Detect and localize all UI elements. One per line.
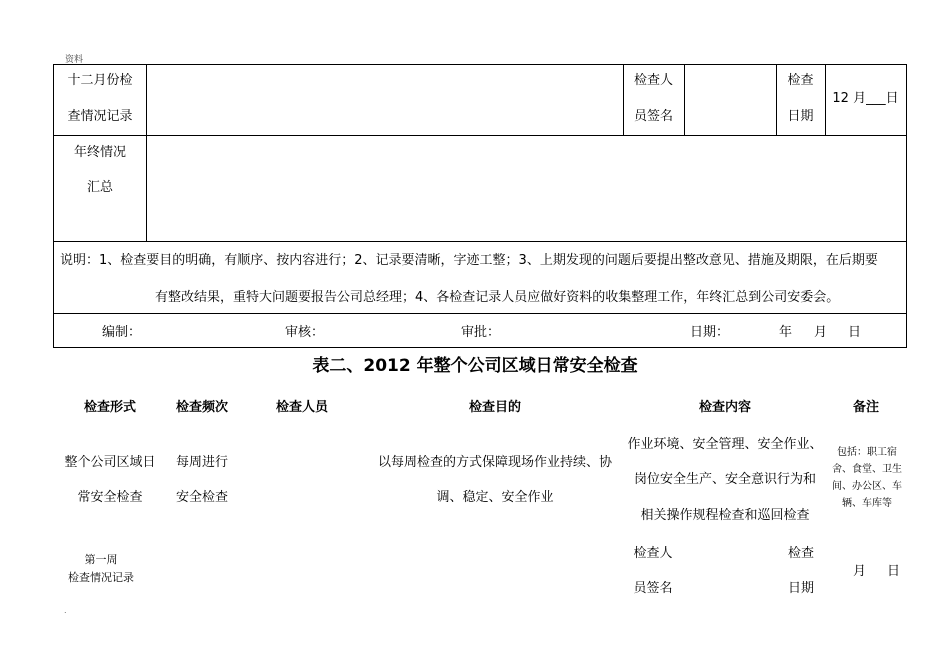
- inspection-record-table: [53, 64, 907, 348]
- week-inspector-label-2: 员签名: [633, 581, 673, 596]
- inspection-purpose-line-1: 以每周检查的方式保障现场作业持续、协: [377, 455, 612, 470]
- remarks-line-4: 辆、车库等: [842, 498, 892, 509]
- date-label: 日期：: [690, 325, 730, 340]
- table-row-divider: [54, 313, 906, 314]
- table2-title: 表二、2012 年整个公司区域日常安全检查: [312, 356, 638, 376]
- date-year-label: 年: [779, 325, 793, 340]
- december-record-label-1: 十二月份检: [67, 73, 133, 88]
- date-day-label: 日: [848, 325, 862, 340]
- week-date-month: 月: [853, 564, 867, 579]
- inspection-form-line-2: 常安全检查: [77, 490, 143, 505]
- page-footer-dot: .: [64, 606, 67, 615]
- inspection-form-line-1: 整个公司区域日: [64, 455, 156, 470]
- table-row-divider: [54, 241, 906, 242]
- inspection-content-line-3: 相关操作规程检查和巡回检查: [640, 508, 810, 523]
- december-record-label-2: 查情况记录: [67, 109, 133, 124]
- year-end-summary-label-2: 汇总: [86, 180, 113, 195]
- compiled-by-label: 编制：: [102, 325, 142, 340]
- table-column-divider: [684, 65, 685, 135]
- year-end-summary-label-1: 年终情况: [73, 145, 126, 160]
- inspection-content-line-2: 岗位安全生产、安全意识行为和: [633, 472, 816, 487]
- header-remarks: 备注: [852, 400, 879, 415]
- instructions-note-line-2: 有整改结果，重特大问题要报告公司总经理；4、各检查记录人员应做好资料的收集整理工作，年终汇总到公司安委会。: [155, 290, 840, 305]
- remarks-line-2: 舍、食堂、卫生: [832, 464, 902, 475]
- week-one-label-2: 检查情况记录: [68, 571, 134, 584]
- inspection-frequency-line-2: 安全检查: [175, 490, 228, 505]
- inspection-frequency-line-1: 每周进行: [175, 455, 228, 470]
- week-date-label-1: 检查: [787, 546, 814, 561]
- header-inspection-content: 检查内容: [698, 400, 751, 415]
- date-month-label: 月: [814, 325, 828, 340]
- header-inspectors: 检查人员: [275, 400, 328, 415]
- inspection-content-line-1: 作业环境、安全管理、安全作业、: [627, 437, 823, 452]
- inspector-signature-label-2: 员签名: [633, 109, 673, 124]
- week-date-day: 日: [887, 564, 901, 579]
- instructions-note-line-1: 说明：1、检查要目的明确，有顺序、按内容进行；2、记录要清晰，字迹工整；3、上期发现的问题后要提出整改意见、措施及期限，在后期要: [60, 253, 878, 268]
- inspection-purpose-line-2: 调、稳定、安全作业: [436, 490, 554, 505]
- remarks-line-3: 间、办公区、车: [832, 481, 902, 492]
- document-header-mark: 资料: [65, 55, 84, 65]
- inspection-date-label-2: 日期: [787, 109, 814, 124]
- week-date-label-2: 日期: [787, 581, 814, 596]
- header-inspection-form: 检查形式: [83, 400, 136, 415]
- inspector-signature-label-1: 检查人: [633, 73, 673, 88]
- table-column-divider: [146, 65, 147, 241]
- reviewed-by-label: 审核：: [285, 325, 325, 340]
- remarks-line-1: 包括：职工宿: [837, 447, 897, 458]
- header-inspection-purpose: 检查目的: [468, 400, 521, 415]
- header-inspection-frequency: 检查频次: [175, 400, 228, 415]
- approved-by-label: 审批：: [461, 325, 501, 340]
- week-inspector-label-1: 检查人: [633, 546, 673, 561]
- inspection-date-label-1: 检查: [787, 73, 814, 88]
- week-one-label-1: 第一周: [84, 553, 118, 566]
- inspection-date-value: 12 月___日: [832, 91, 899, 106]
- table-row-divider: [54, 135, 906, 136]
